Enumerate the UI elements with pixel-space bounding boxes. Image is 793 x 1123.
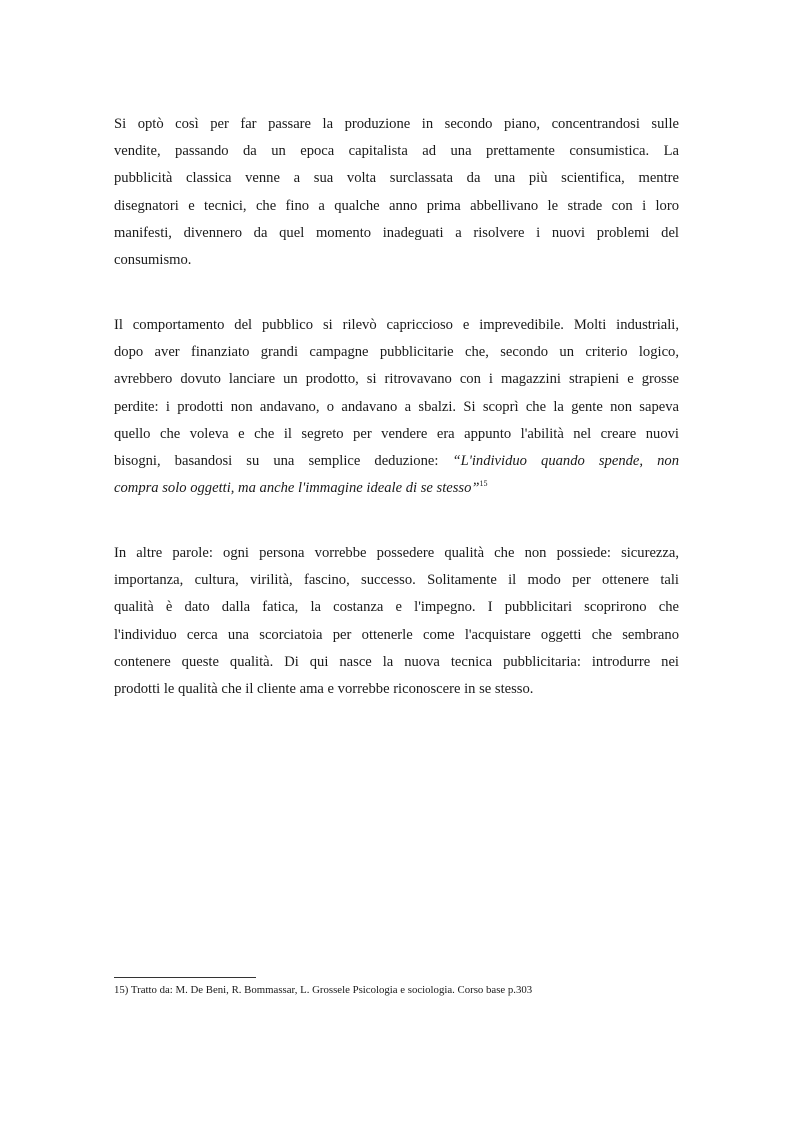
text-line: avrebbero dovuto lanciare un prodotto, si ritrovavano con i magazzini strapieni e grosse bbox=[114, 371, 679, 388]
text-line: Il comportamento del pubblico si rilevò capriccioso e imprevedibile. Molti industriali, bbox=[114, 317, 679, 333]
text-line: disegnatori e tecnici, che fino a qualche anno prima abbellivano le strade con i loro bbox=[114, 197, 679, 214]
paragraph-3 bbox=[114, 540, 679, 703]
text-line: dopo aver finanziato grandi campagne pubblicitarie che, secondo un criterio logico, bbox=[114, 344, 679, 361]
text-line: qualità è dato dalla fatica, la costanza e l'impegno. I pubblicitari scoprirono che bbox=[114, 599, 679, 616]
text-line: manifesti, divennero da quel momento inadeguati a risolvere i nuovi problemi del bbox=[114, 224, 679, 241]
quotation-text: compra solo oggetti, ma anche l'immagine ideale di se stesso” bbox=[114, 480, 480, 497]
footnote-separator bbox=[114, 977, 256, 978]
text-line: l'individuo cerca una scorciatoia per ottenerle come l'acquistare oggetti che sembrano bbox=[114, 626, 679, 643]
text-line: consumismo. bbox=[114, 252, 192, 269]
text-line: perdite: i prodotti non andavano, o andavano a sbalzi. Si scoprì che la gente non sapeva bbox=[114, 398, 679, 415]
footnote-reference[interactable]: 15 bbox=[479, 479, 488, 489]
paragraph-1 bbox=[114, 111, 679, 274]
text-line bbox=[114, 448, 679, 475]
text-line: Si optò così per far passare la produzione in secondo piano, concentrandosi sulle bbox=[114, 116, 679, 132]
text-line bbox=[114, 475, 679, 502]
text-line: pubblicità classica venne a sua volta surclassata da una più scientifica, mentre bbox=[114, 170, 679, 187]
text-line: prodotti le qualità che il cliente ama e vorrebbe riconoscere in se stesso. bbox=[114, 681, 534, 698]
text-line: In altre parole: ogni persona vorrebbe possedere qualità che non possiede: sicurezza, bbox=[114, 545, 679, 561]
text-line: vendite, passando da un epoca capitalista ad una prettamente consumistica. La bbox=[114, 143, 679, 160]
text-run: bisogni, basandosi su una semplice deduzione: bbox=[114, 453, 453, 470]
text-line: importanza, cultura, virilità, fascino, successo. Solitamente il modo per ottenere tali bbox=[114, 572, 679, 589]
text-line: contenere queste qualità. Di qui nasce la nuova tecnica pubblicitaria: introdurre nei bbox=[114, 653, 679, 670]
paragraph-2 bbox=[114, 312, 679, 502]
quotation-text: “L'individuo quando spende, non bbox=[452, 453, 679, 470]
footnote: 15) Tratto da: M. De Beni, R. Bommassar, L. Grossele Psicologia e sociologia. Corso base p.303 bbox=[114, 984, 533, 996]
text-line: quello che voleva e che il segreto per vendere era appunto l'abilità nel creare nuovi bbox=[114, 425, 679, 442]
